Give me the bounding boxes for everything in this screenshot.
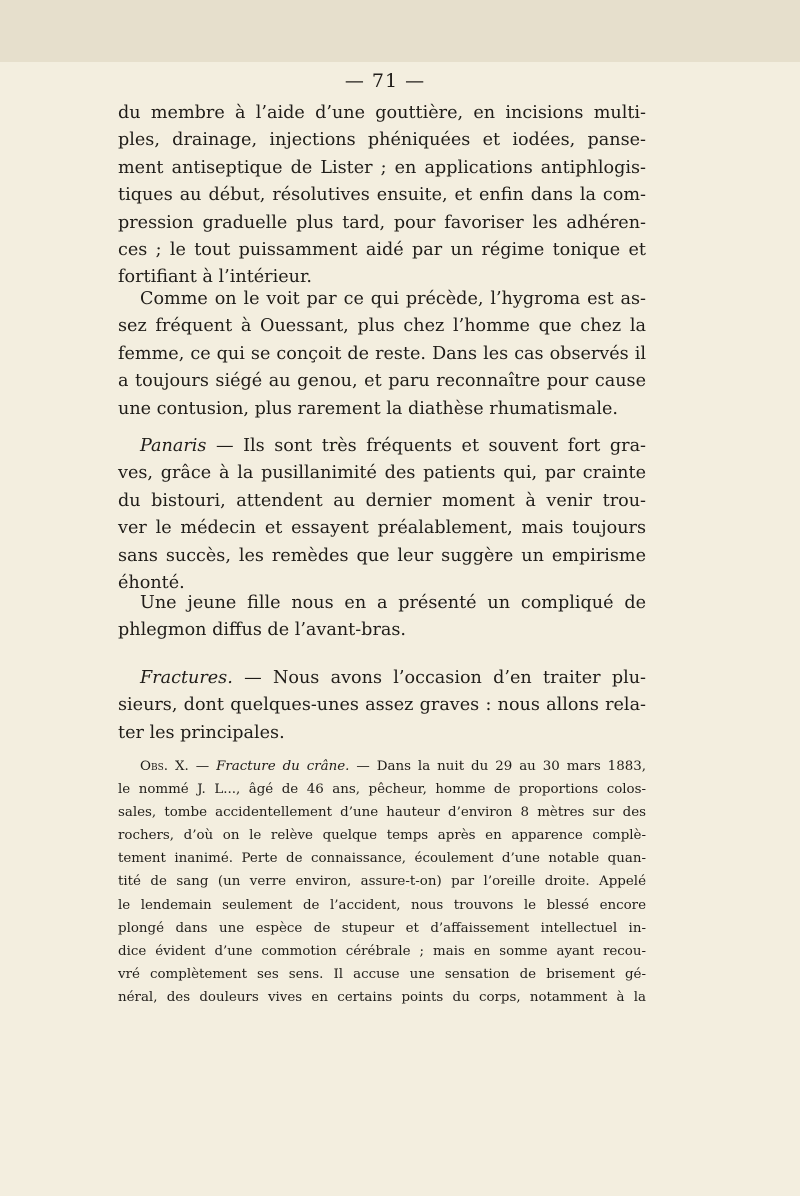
- section-heading-fractures: Fractures.: [140, 668, 233, 688]
- paragraph-fractures: [118, 665, 646, 747]
- text-line: sez fréquent à Ouessant, plus chez l’homme que chez la: [118, 316, 646, 337]
- text-line: Comme on le voit par ce qui précède, l’hygroma est as-: [140, 289, 646, 309]
- paragraph-gouttiere: [118, 100, 646, 292]
- text-line: pression graduelle plus tard, pour favoriser les adhéren-: [118, 212, 646, 233]
- text-line: une contusion, plus rarement la diathèse rhumatismale.: [118, 398, 618, 419]
- text-span: —: [188, 759, 217, 774]
- text-line: néral, des douleurs vives en certains points du corps, notamment à la: [118, 989, 646, 1005]
- observation-block: [118, 755, 646, 1009]
- text-line: du bistouri, attendent au dernier moment à venir trou-: [118, 490, 646, 511]
- text-line: sans succès, les remèdes que leur suggère un empirisme: [118, 545, 646, 566]
- text-line: tiques au début, résolutives ensuite, et enfin dans la com-: [118, 185, 646, 206]
- text-line: ces ; le tout puissamment aidé par un régime tonique et: [118, 239, 646, 260]
- text-line: [118, 433, 646, 460]
- text-line: [118, 665, 646, 692]
- paragraph-hygroma: [118, 286, 646, 423]
- text-line: dice évident d’une commotion cérébrale ; mais en somme ayant recou-: [118, 943, 646, 959]
- text-line: plongé dans une espèce de stupeur et d’affaissement intellectuel in-: [118, 920, 646, 936]
- text-line: ment antiseptique de Lister ; en applications antiphlogis-: [118, 157, 646, 178]
- text-line: ver le médecin et essayent préalablement, mais toujours: [118, 518, 646, 539]
- text-line: éhonté.: [118, 572, 185, 593]
- page-number: — 71 —: [344, 70, 426, 92]
- text-line: fortifiant à l’intérieur.: [118, 267, 313, 288]
- page-top-edge: [0, 0, 800, 62]
- text-line: sales, tombe accidentellement d’une hauteur d’environ 8 mètres sur des: [118, 805, 646, 821]
- observation-title: Fracture du crâne.: [216, 759, 350, 774]
- text-span: — Dans la nuit du 29 au 30 mars 1883,: [349, 759, 647, 774]
- text-line: le nommé J. L..., âgé de 46 ans, pêcheur, homme de proportions colos-: [118, 782, 646, 798]
- text-line: tement inanimé. Perte de connaissance, écoulement d’une notable quan-: [118, 851, 646, 867]
- paragraph-panaris: [118, 433, 646, 597]
- text-line: Une jeune fille nous en a présenté un compliqué de: [140, 593, 646, 613]
- text-line: a toujours siégé au genou, et paru reconnaître pour cause: [118, 371, 646, 392]
- text-line: ter les principales.: [118, 722, 285, 743]
- text-line: du membre à l’aide d’une gouttière, en incisions multi-: [118, 103, 646, 123]
- text-line: vré complètement ses sens. Il accuse une sensation de brisement gé-: [118, 966, 646, 982]
- paragraph-phlegmon: [118, 590, 646, 645]
- text-line: femme, ce qui se conçoit de reste. Dans les cas observés il: [118, 343, 646, 364]
- observation-label: Obs. X.: [140, 759, 189, 774]
- text-line: ves, grâce à la pusillanimité des patients qui, par crainte: [118, 463, 646, 484]
- text-span: — Ils sont très fréquents et souvent fort gra-: [206, 436, 646, 456]
- text-line: [118, 755, 646, 778]
- text-line: phlegmon diffus de l’avant-bras.: [118, 620, 406, 641]
- section-heading-panaris: Panaris: [140, 436, 207, 456]
- text-line: tité de sang (un verre environ, assure-t-on) par l’oreille droite. Appelé: [118, 874, 646, 890]
- text-span: — Nous avons l’occasion d’en traiter plu-: [232, 668, 646, 688]
- text-line: sieurs, dont quelques-unes assez graves : nous allons rela-: [118, 695, 646, 716]
- text-line: ples, drainage, injections phéniquées et iodées, panse-: [118, 130, 646, 151]
- text-line: le lendemain seulement de l’accident, nous trouvons le blessé encore: [118, 897, 646, 913]
- text-line: rochers, d’où on le relève quelque temps après en apparence complè-: [118, 828, 646, 844]
